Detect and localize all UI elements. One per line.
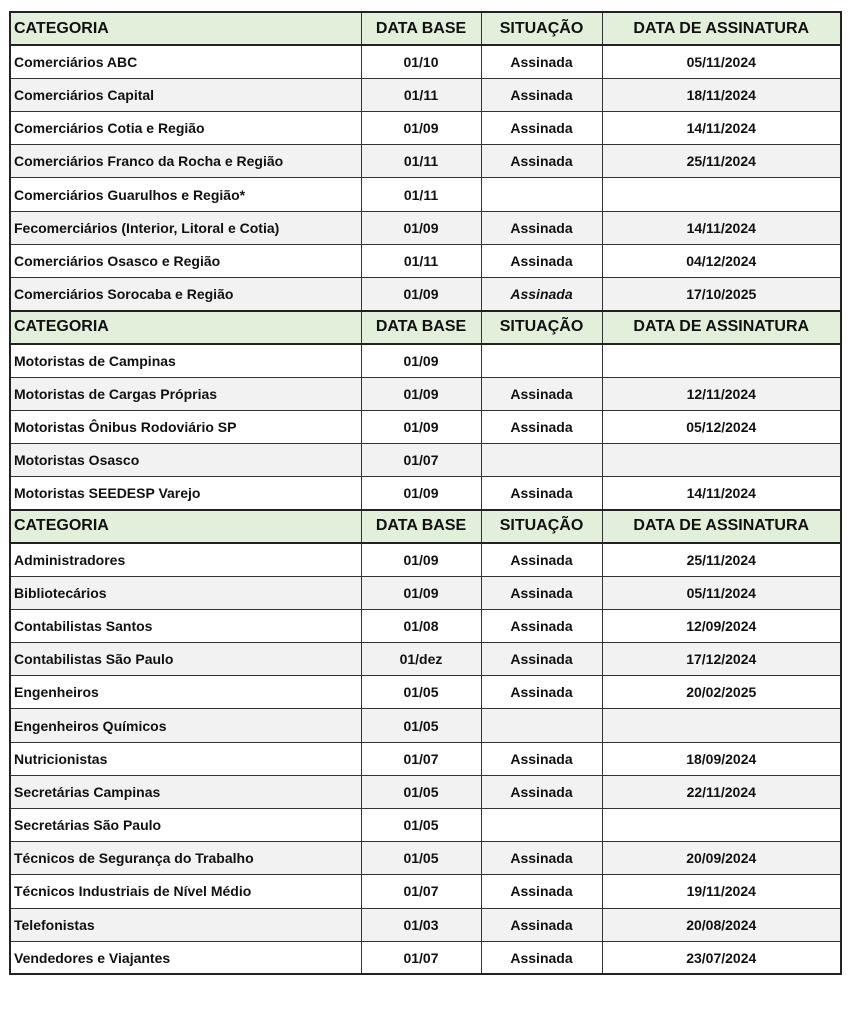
header-situacao: SITUAÇÃO (481, 311, 602, 344)
cell-situacao: Assinada (481, 112, 602, 145)
cell-situacao: Assinada (481, 377, 602, 410)
cell-data-assinatura: 14/11/2024 (602, 112, 841, 145)
cell-situacao: Assinada (481, 643, 602, 676)
cell-data-assinatura (602, 709, 841, 742)
cell-data-base: 01/05 (361, 775, 481, 808)
table-row (10, 211, 841, 244)
cell-situacao: Assinada (481, 842, 602, 875)
header-situacao: SITUAÇÃO (481, 510, 602, 543)
cell-data-assinatura: 04/12/2024 (602, 244, 841, 277)
header-situacao: SITUAÇÃO (481, 12, 602, 45)
cell-situacao: Assinada (481, 676, 602, 709)
table-row (10, 477, 841, 510)
cell-categoria: Engenheiros (10, 676, 361, 709)
table-row (10, 643, 841, 676)
table-row (10, 344, 841, 377)
cell-data-assinatura: 22/11/2024 (602, 775, 841, 808)
cell-categoria: Contabilistas Santos (10, 609, 361, 642)
cell-data-base: 01/07 (361, 875, 481, 908)
cell-categoria: Comerciários Cotia e Região (10, 112, 361, 145)
header-categoria: CATEGORIA (10, 311, 361, 344)
cell-data-assinatura: 19/11/2024 (602, 875, 841, 908)
cell-data-assinatura: 12/11/2024 (602, 377, 841, 410)
cell-categoria: Comerciários ABC (10, 45, 361, 78)
cell-data-assinatura: 05/11/2024 (602, 45, 841, 78)
section-header-row (10, 12, 841, 45)
cell-situacao (481, 344, 602, 377)
cell-categoria: Motoristas de Cargas Próprias (10, 377, 361, 410)
cell-data-assinatura: 14/11/2024 (602, 477, 841, 510)
cell-data-base: 01/09 (361, 576, 481, 609)
cell-data-base: 01/09 (361, 477, 481, 510)
table-row (10, 709, 841, 742)
cell-situacao: Assinada (481, 410, 602, 443)
cell-situacao: Assinada (481, 244, 602, 277)
cell-data-base: 01/07 (361, 443, 481, 476)
header-data-base: DATA BASE (361, 510, 481, 543)
table-row (10, 742, 841, 775)
cell-data-base: 01/07 (361, 941, 481, 974)
cell-data-assinatura: 25/11/2024 (602, 145, 841, 178)
cell-categoria: Comerciários Franco da Rocha e Região (10, 145, 361, 178)
cell-data-base: 01/09 (361, 410, 481, 443)
cell-data-base: 01/09 (361, 278, 481, 311)
cell-data-base: 01/11 (361, 244, 481, 277)
cell-data-assinatura: 05/11/2024 (602, 576, 841, 609)
cell-categoria: Telefonistas (10, 908, 361, 941)
cell-data-base: 01/09 (361, 543, 481, 576)
cell-data-assinatura: 05/12/2024 (602, 410, 841, 443)
cell-categoria: Comerciários Sorocaba e Região (10, 278, 361, 311)
cell-data-base: 01/09 (361, 377, 481, 410)
cell-situacao: Assinada (481, 543, 602, 576)
cell-data-assinatura (602, 344, 841, 377)
cell-categoria: Motoristas SEEDESP Varejo (10, 477, 361, 510)
cell-data-base: 01/dez (361, 643, 481, 676)
cell-data-assinatura: 18/11/2024 (602, 78, 841, 111)
table-row (10, 875, 841, 908)
cell-data-assinatura (602, 809, 841, 842)
table-row (10, 78, 841, 111)
cell-situacao: Assinada (481, 908, 602, 941)
section-header-row (10, 311, 841, 344)
table-row (10, 244, 841, 277)
cell-data-assinatura: 17/12/2024 (602, 643, 841, 676)
cell-situacao (481, 443, 602, 476)
table-row (10, 278, 841, 311)
cell-situacao: Assinada (481, 477, 602, 510)
cell-data-base: 01/11 (361, 78, 481, 111)
cell-data-assinatura: 25/11/2024 (602, 543, 841, 576)
table-row (10, 941, 841, 974)
table-row (10, 377, 841, 410)
cell-data-base: 01/11 (361, 178, 481, 211)
table-row (10, 908, 841, 941)
table-row (10, 576, 841, 609)
cell-situacao: Assinada (481, 875, 602, 908)
cell-categoria: Administradores (10, 543, 361, 576)
cell-categoria: Vendedores e Viajantes (10, 941, 361, 974)
cell-data-assinatura: 14/11/2024 (602, 211, 841, 244)
cell-situacao: Assinada (481, 211, 602, 244)
cell-situacao: Assinada (481, 145, 602, 178)
cell-categoria: Motoristas Osasco (10, 443, 361, 476)
table-row (10, 112, 841, 145)
cell-data-base: 01/09 (361, 112, 481, 145)
cell-categoria: Motoristas Ônibus Rodoviário SP (10, 410, 361, 443)
cell-data-base: 01/08 (361, 609, 481, 642)
cell-data-base: 01/05 (361, 842, 481, 875)
table-row (10, 676, 841, 709)
cell-situacao (481, 809, 602, 842)
cell-categoria: Nutricionistas (10, 742, 361, 775)
cell-categoria: Técnicos de Segurança do Trabalho (10, 842, 361, 875)
cell-situacao (481, 709, 602, 742)
cell-data-base: 01/11 (361, 145, 481, 178)
cell-categoria: Fecomerciários (Interior, Litoral e Cotia) (10, 211, 361, 244)
cell-situacao: Assinada (481, 576, 602, 609)
cell-situacao: Assinada (481, 609, 602, 642)
cell-situacao: Assinada (481, 742, 602, 775)
table-row (10, 775, 841, 808)
collective-agreements-table (9, 11, 842, 975)
cell-data-assinatura: 18/09/2024 (602, 742, 841, 775)
table-row (10, 410, 841, 443)
table-row (10, 842, 841, 875)
cell-data-assinatura: 20/08/2024 (602, 908, 841, 941)
cell-data-base: 01/09 (361, 344, 481, 377)
cell-categoria: Técnicos Industriais de Nível Médio (10, 875, 361, 908)
cell-situacao: Assinada (481, 941, 602, 974)
cell-categoria: Secretárias São Paulo (10, 809, 361, 842)
cell-categoria: Comerciários Capital (10, 78, 361, 111)
cell-situacao: Assinada (481, 775, 602, 808)
section-header-row (10, 510, 841, 543)
cell-categoria: Contabilistas São Paulo (10, 643, 361, 676)
cell-data-base: 01/03 (361, 908, 481, 941)
cell-categoria: Comerciários Osasco e Região (10, 244, 361, 277)
cell-data-assinatura (602, 178, 841, 211)
cell-data-assinatura: 20/02/2025 (602, 676, 841, 709)
cell-categoria: Secretárias Campinas (10, 775, 361, 808)
header-data-assinatura: DATA DE ASSINATURA (602, 510, 841, 543)
header-data-base: DATA BASE (361, 311, 481, 344)
table-row (10, 543, 841, 576)
cell-categoria: Bibliotecários (10, 576, 361, 609)
cell-data-assinatura: 23/07/2024 (602, 941, 841, 974)
table-row (10, 45, 841, 78)
cell-data-assinatura: 20/09/2024 (602, 842, 841, 875)
cell-data-base: 01/10 (361, 45, 481, 78)
table-row (10, 145, 841, 178)
cell-data-base: 01/07 (361, 742, 481, 775)
cell-data-assinatura: 17/10/2025 (602, 278, 841, 311)
cell-data-base: 01/05 (361, 809, 481, 842)
cell-categoria: Motoristas de Campinas (10, 344, 361, 377)
cell-situacao: Assinada (481, 45, 602, 78)
table-row (10, 178, 841, 211)
cell-situacao: Assinada (481, 78, 602, 111)
cell-data-base: 01/05 (361, 709, 481, 742)
table-row (10, 443, 841, 476)
cell-categoria: Engenheiros Químicos (10, 709, 361, 742)
header-data-assinatura: DATA DE ASSINATURA (602, 12, 841, 45)
cell-data-base: 01/05 (361, 676, 481, 709)
cell-data-assinatura (602, 443, 841, 476)
header-categoria: CATEGORIA (10, 12, 361, 45)
header-data-base: DATA BASE (361, 12, 481, 45)
cell-categoria: Comerciários Guarulhos e Região* (10, 178, 361, 211)
table-row (10, 609, 841, 642)
cell-data-assinatura: 12/09/2024 (602, 609, 841, 642)
header-categoria: CATEGORIA (10, 510, 361, 543)
cell-situacao (481, 178, 602, 211)
table-row (10, 809, 841, 842)
cell-situacao: Assinada (481, 278, 602, 311)
header-data-assinatura: DATA DE ASSINATURA (602, 311, 841, 344)
cell-data-base: 01/09 (361, 211, 481, 244)
